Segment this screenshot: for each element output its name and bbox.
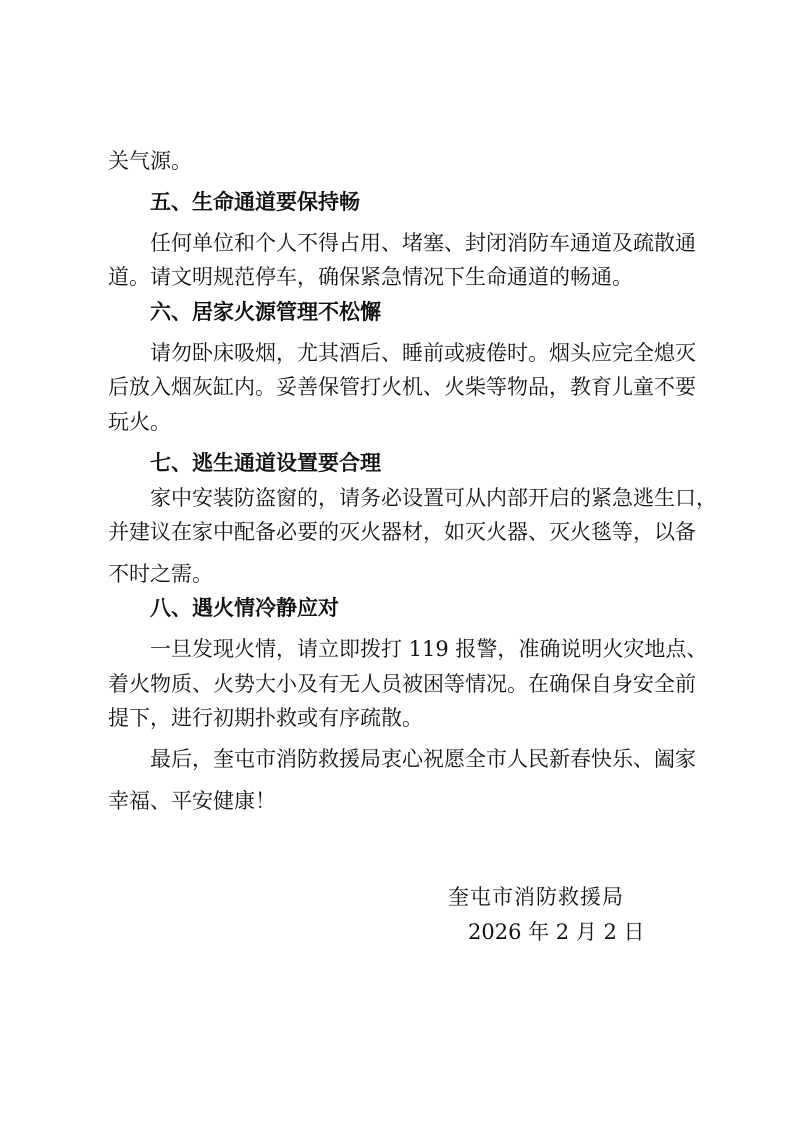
paragraph-line: 玩火。	[108, 410, 171, 434]
signature-date: 2026 年 2 月 2 日	[468, 920, 645, 944]
paragraph-line: 关气源。	[108, 149, 192, 173]
paragraph-line: 着火物质、火势大小及有无人员被困等情况。在确保自身安全前	[108, 672, 696, 696]
paragraph-line: 不时之需。	[108, 562, 213, 586]
section-heading-6: 六、居家火源管理不松懈	[150, 300, 381, 324]
paragraph-line: 请勿卧床吸烟，尤其酒后、睡前或疲倦时。烟头应完全熄灭	[150, 341, 696, 365]
paragraph-line: 任何单位和个人不得占用、堵塞、封闭消防车通道及疏散通	[150, 231, 696, 255]
paragraph-line: 并建议在家中配备必要的灭火器材，如灭火器、灭火毯等，以备	[108, 520, 696, 544]
section-heading-7: 七、逃生通道设置要合理	[150, 451, 381, 475]
paragraph-line: 后放入烟灰缸内。妥善保管打火机、火柴等物品，教育儿童不要	[108, 375, 696, 399]
paragraph-line: 提下，进行初期扑救或有序疏散。	[108, 706, 423, 730]
paragraph-line: 幸福、平安健康！	[108, 789, 276, 813]
signature-organization: 奎屯市消防救援局	[448, 885, 624, 909]
section-heading-8: 八、遇火情冷静应对	[150, 596, 339, 620]
paragraph-line: 最后，奎屯市消防救援局衷心祝愿全市人民新春快乐、阖家	[150, 747, 696, 771]
paragraph-line: 家中安装防盗窗的，请务必设置可从内部开启的紧急逃生口，	[150, 486, 717, 510]
section-heading-5: 五、生命通道要保持畅	[150, 190, 360, 214]
paragraph-line: 一旦发现火情，请立即拨打 119 报警，准确说明火灾地点、	[150, 637, 708, 661]
paragraph-line: 道。请文明规范停车，确保紧急情况下生命通道的畅通。	[108, 265, 633, 289]
